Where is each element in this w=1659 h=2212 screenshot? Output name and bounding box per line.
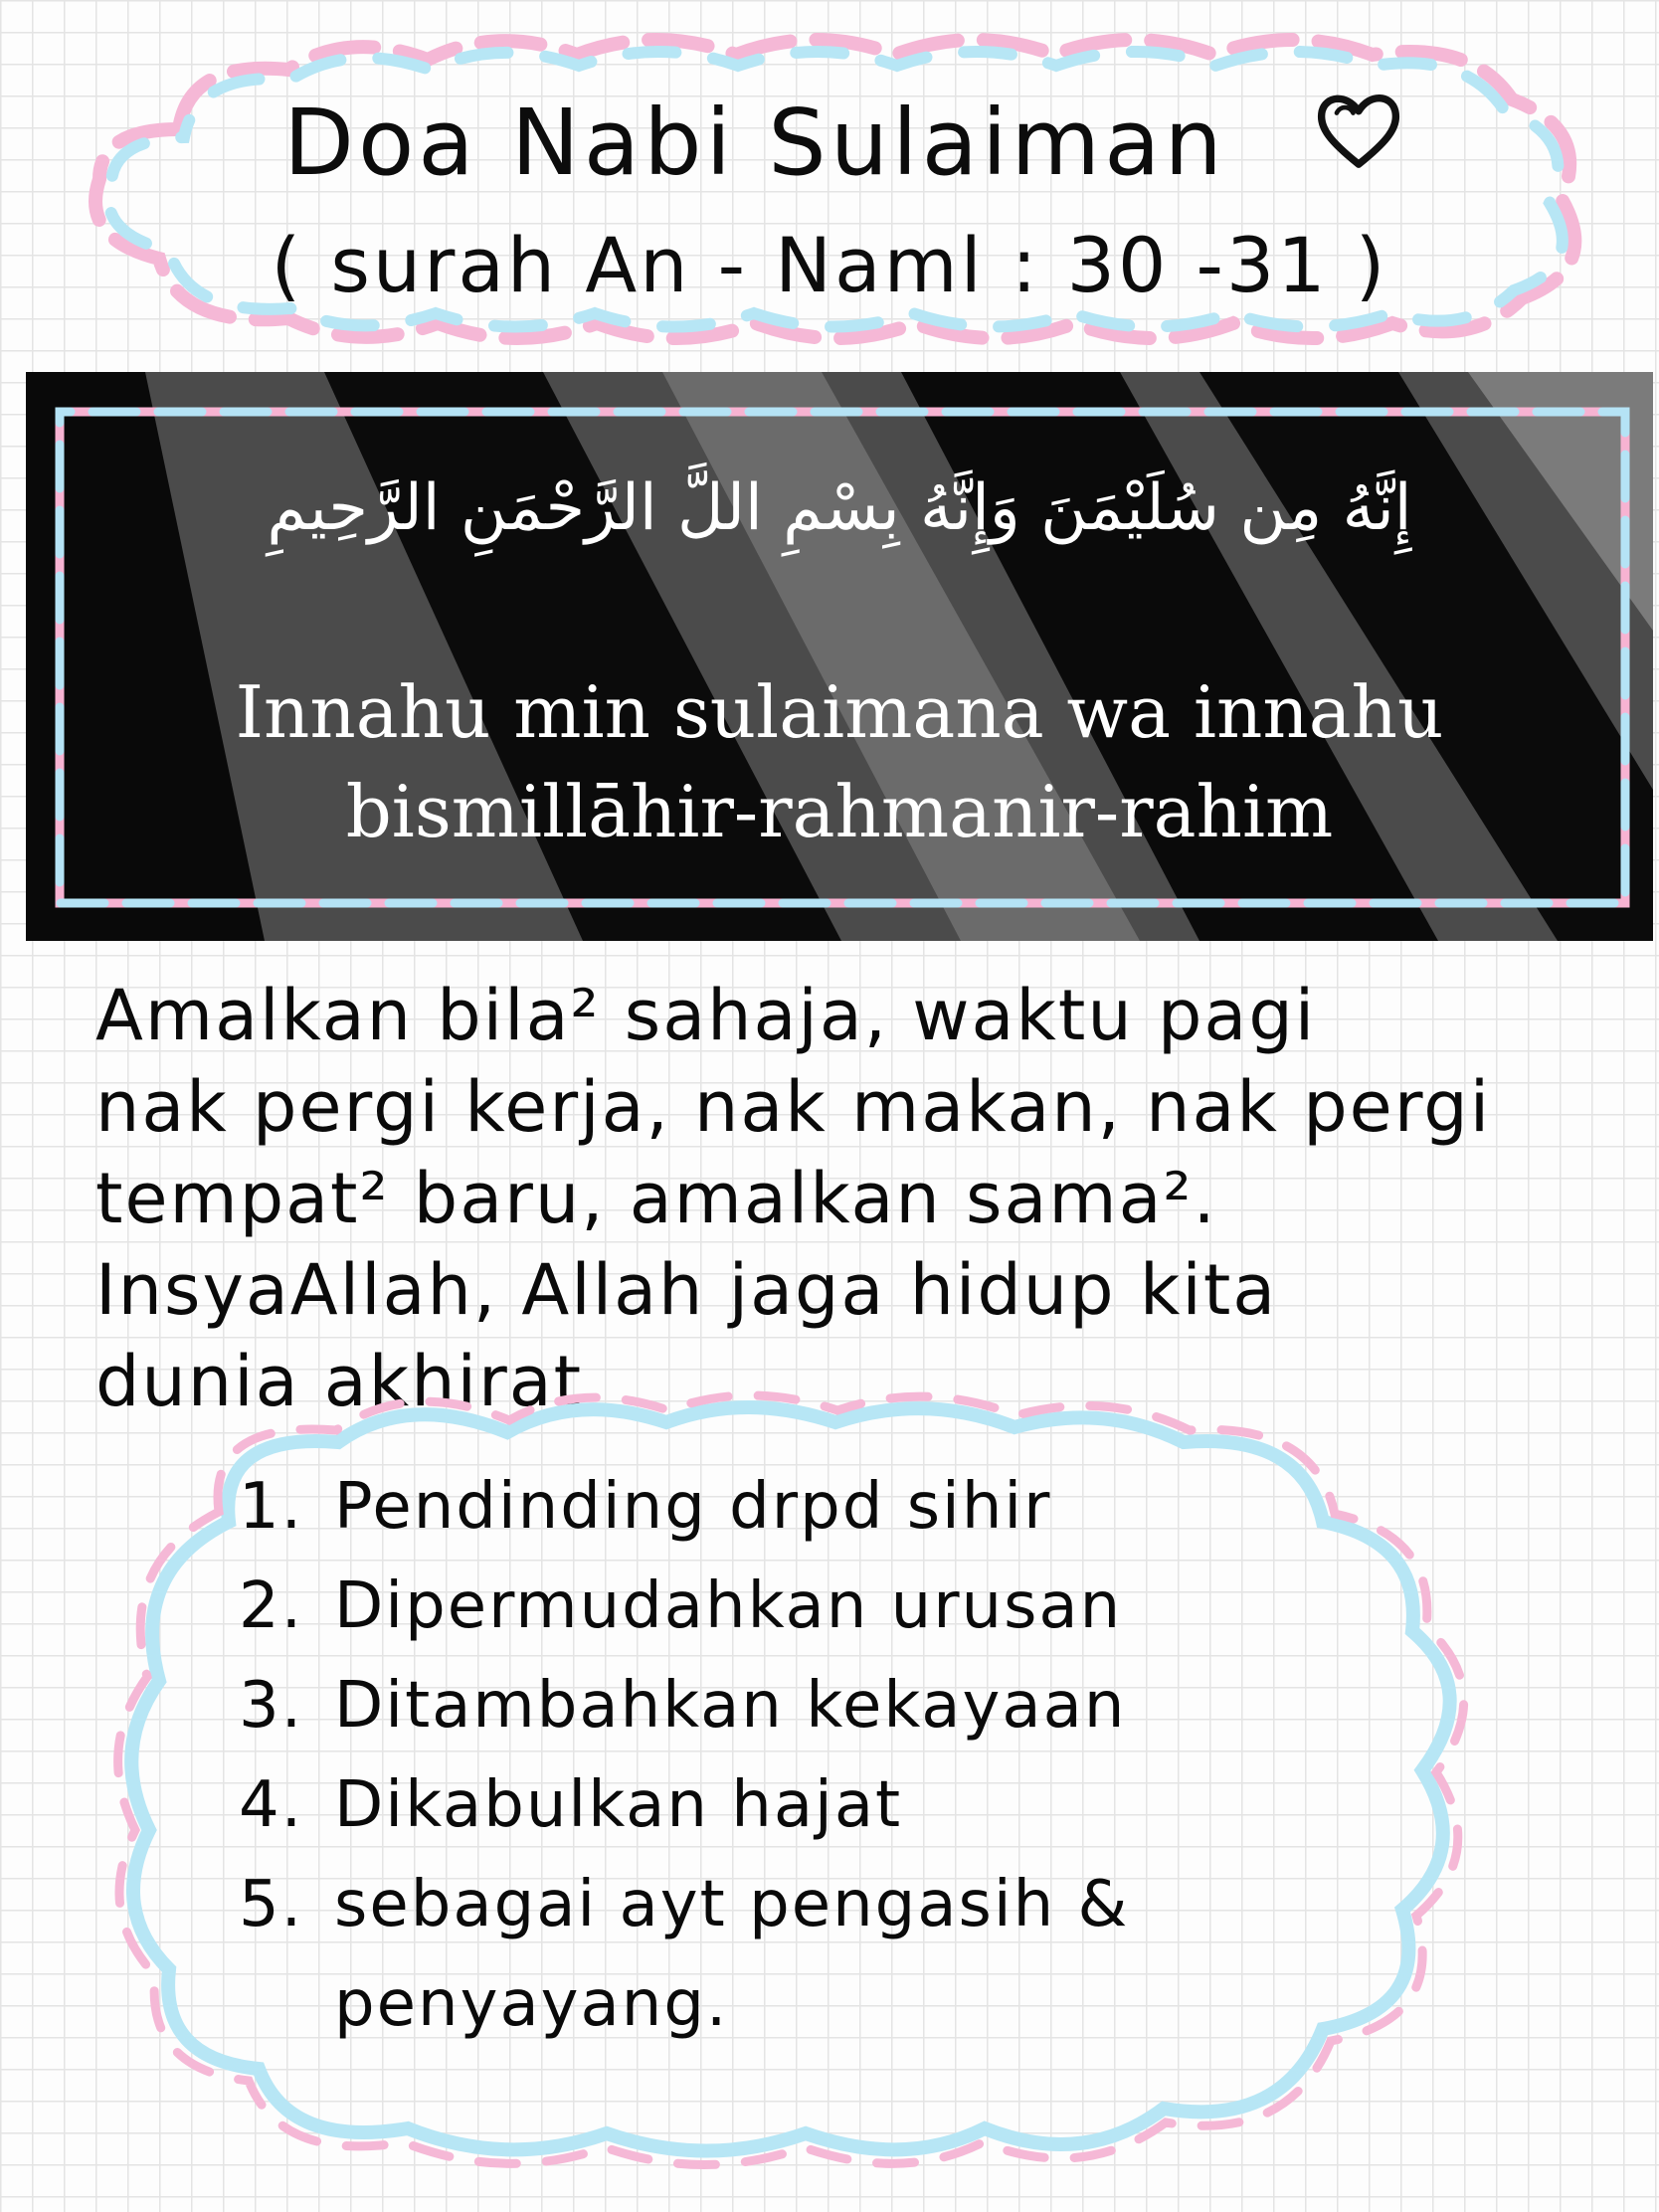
note-line-4: InsyaAllah, Allah jaga hidup kita	[95, 1249, 1278, 1331]
note-line-3: tempat² baru, amalkan sama².	[95, 1158, 1217, 1239]
note-line-5: dunia akhirat	[95, 1341, 584, 1422]
heart-outline-icon	[1313, 86, 1404, 177]
benefit-number: 3.	[239, 1669, 304, 1743]
benefit-item-5-continued	[239, 1967, 728, 2041]
benefit-number: 4.	[239, 1768, 304, 1842]
dashed-frame	[26, 372, 1653, 941]
benefit-item-3	[239, 1669, 1126, 1743]
benefit-text: penyayang.	[334, 1967, 729, 2041]
page-title: Doa Nabi Sulaiman	[283, 90, 1226, 196]
note-line-2: nak pergi kerja, nak makan, nak pergi	[95, 1066, 1492, 1148]
page-subtitle: ( surah An - Naml : 30 -31 )	[271, 221, 1388, 309]
verse-panel	[26, 372, 1653, 941]
benefit-text: Pendinding drpd sihir	[334, 1470, 1052, 1544]
note-line-1: Amalkan bila² sahaja, waktu pagi	[95, 975, 1317, 1056]
benefit-item-5	[239, 1868, 1129, 1941]
benefit-item-1	[239, 1470, 1051, 1544]
benefit-text: Dikabulkan hajat	[334, 1768, 903, 1842]
transliteration-line-2: bismillāhir-rahmanir-rahim	[345, 770, 1334, 853]
benefit-item-2	[239, 1569, 1122, 1643]
benefit-text: Ditambahkan kekayaan	[334, 1669, 1127, 1743]
transliteration-line-1: Innahu min sulaimana wa innahu	[235, 670, 1444, 754]
benefit-text: sebagai ayt pengasih &	[334, 1868, 1130, 1941]
benefit-item-4	[239, 1768, 902, 1842]
benefit-number: 5.	[239, 1868, 304, 1941]
benefit-number: 1.	[239, 1470, 304, 1544]
arabic-verse: إِنَّهُ مِن سُلَيْمَنَ وَإِنَّهُ بِسْمِ اللَّ الرَّحْمَنِ الرَّحِيمِ	[267, 471, 1412, 545]
benefit-number: 2.	[239, 1569, 304, 1643]
benefit-text: Dipermudahkan urusan	[334, 1569, 1123, 1643]
